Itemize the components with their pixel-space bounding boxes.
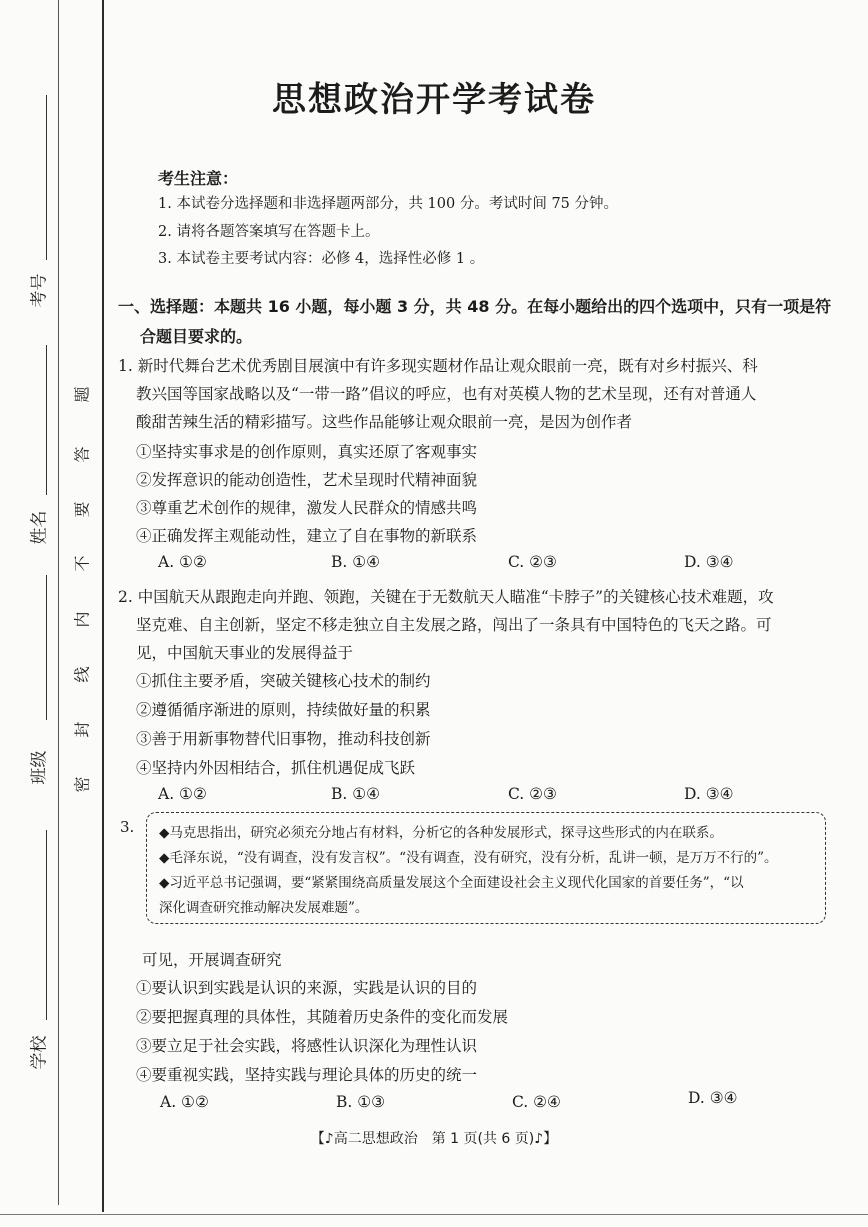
seal-char: 要 — [72, 501, 92, 518]
seal-char: 答 — [72, 446, 92, 463]
question-1-statement: ②发挥意识的能动创造性，艺术呈现时代精神面貌 — [136, 471, 478, 489]
question-3-material-box — [146, 812, 826, 924]
bottom-rule — [0, 1214, 868, 1215]
seal-char: 不 — [72, 555, 92, 572]
notice-item: 1. 本试卷分选择题和非选择题两部分，共 100 分。考试时间 75 分钟。 — [158, 196, 619, 212]
question-3-quote: ◆习近平总书记强调，要“紧紧围绕高质量发展这个全面建设社会主义现代化国家的首要任务”，“以 — [159, 875, 744, 891]
question-2-statement: ④坚持内外因相结合，抓住机遇促成飞跃 — [136, 759, 416, 777]
seal-char: 封 — [72, 721, 92, 738]
question-3-choice-b[interactable]: B. ①③ — [336, 1093, 386, 1111]
question-3-quote: ◆马克思指出，研究必须充分地占有材料，分析它的各种发展形式，探寻这些形式的内在联系。 — [159, 825, 723, 841]
name-label: 姓名 — [29, 510, 50, 545]
question-2-statement: ②遵循循序渐进的原则，持续做好量的积累 — [136, 701, 431, 719]
margin-rule-outer — [58, 0, 59, 1205]
question-2-line: 2. 中国航天从跟跑走向并跑、领跑，关键在于无数航天人瞄准“卡脖子”的关键核心技术难题，攻 — [118, 588, 774, 606]
page-title: 思想政治开学考试卷 — [272, 80, 596, 120]
question-2-choice-d[interactable]: D. ③④ — [684, 785, 734, 803]
question-1-choice-c[interactable]: C. ②③ — [508, 553, 557, 571]
question-3-statement: ③要立足于社会实践，将感性认识深化为理性认识 — [136, 1037, 478, 1055]
question-2-choice-c[interactable]: C. ②③ — [508, 785, 557, 803]
section-heading-cont: 合题目要求的。 — [140, 327, 253, 346]
question-2-line: 坚克难、自主创新，坚定不移走独立自主发展之路，闯出了一条具有中国特色的飞天之路。可 — [136, 616, 772, 634]
question-3-choice-d[interactable]: D. ③④ — [688, 1089, 738, 1107]
question-2-choice-b[interactable]: B. ①④ — [331, 785, 381, 803]
question-3-statement: ④要重视实践，坚持实践与理论具体的历史的统一 — [136, 1066, 478, 1084]
question-3-statement: ②要把握真理的具体性，其随着历史条件的变化而发展 — [136, 1008, 509, 1026]
question-1-choice-a[interactable]: A. ①② — [158, 553, 207, 571]
question-3-number: 3. — [120, 818, 135, 836]
question-3-choice-a[interactable]: A. ①② — [160, 1093, 209, 1111]
question-1-line: 1. 新时代舞台艺术优秀剧目展演中有许多现实题材作品让观众眼前一亮，既有对乡村振兴、科 — [118, 357, 758, 375]
question-1-statement: ①坚持实事求是的创作原则，真实还原了客观事实 — [136, 443, 478, 461]
seal-char: 题 — [72, 386, 92, 403]
school-blank — [46, 830, 47, 1020]
class-label: 班级 — [29, 750, 50, 785]
question-3-statement: ①要认识到实践是认识的来源，实践是认识的目的 — [136, 979, 478, 997]
question-1-statement: ③尊重艺术创作的规律，激发人民群众的情感共鸣 — [136, 499, 478, 517]
question-1-statement: ④正确发挥主观能动性，建立了自在事物的新联系 — [136, 527, 478, 545]
exam-no-label: 考号 — [29, 273, 50, 308]
question-2-statement: ③善于用新事物替代旧事物，推动科技创新 — [136, 730, 431, 748]
notice-heading: 考生注意： — [158, 169, 239, 188]
question-2-statement: ①抓住主要矛盾，突破关键核心技术的制约 — [136, 672, 431, 690]
question-2-line: 见，中国航天事业的发展得益于 — [136, 644, 354, 662]
question-1-choice-b[interactable]: B. ①④ — [331, 553, 381, 571]
question-3-quote: ◆毛泽东说，“没有调查，没有发言权”。“没有调查，没有研究，没有分析，乱讲一顿，是万万不行的”。 — [159, 850, 778, 866]
question-1-line: 教兴国等国家战略以及“一带一路”倡议的呼应，也有对英模人物的艺术呈现，还有对普通人 — [136, 385, 757, 403]
question-2-choice-a[interactable]: A. ①② — [158, 785, 207, 803]
notice-item: 2. 请将各题答案填写在答题卡上。 — [158, 224, 380, 240]
seal-char: 线 — [72, 666, 92, 683]
question-3-quote: 深化调查研究推动解决发展难题”。 — [159, 900, 369, 916]
margin-rule-inner — [102, 0, 104, 1212]
seal-char: 内 — [72, 611, 92, 628]
question-1-line: 酸甜苦辣生活的精彩描写。这些作品能够让观众眼前一亮，是因为创作者 — [136, 413, 633, 431]
notice-item: 3. 本试卷主要考试内容：必修 4，选择性必修 1 。 — [158, 251, 485, 267]
name-blank — [46, 345, 47, 495]
school-label: 学校 — [29, 1035, 50, 1070]
class-blank — [46, 575, 47, 720]
question-3-choice-c[interactable]: C. ②④ — [512, 1093, 561, 1111]
seal-char: 密 — [72, 776, 92, 793]
question-1-choice-d[interactable]: D. ③④ — [684, 553, 734, 571]
section-heading: 一、选择题：本题共 16 小题，每小题 3 分，共 48 分。在每小题给出的四个选项中，只有一项是符 — [118, 297, 832, 316]
page-footer: 【♪高二思想政治 第 1 页(共 6 页)♪】 — [310, 1131, 558, 1147]
question-3-stem: 可见，开展调查研究 — [142, 951, 282, 969]
